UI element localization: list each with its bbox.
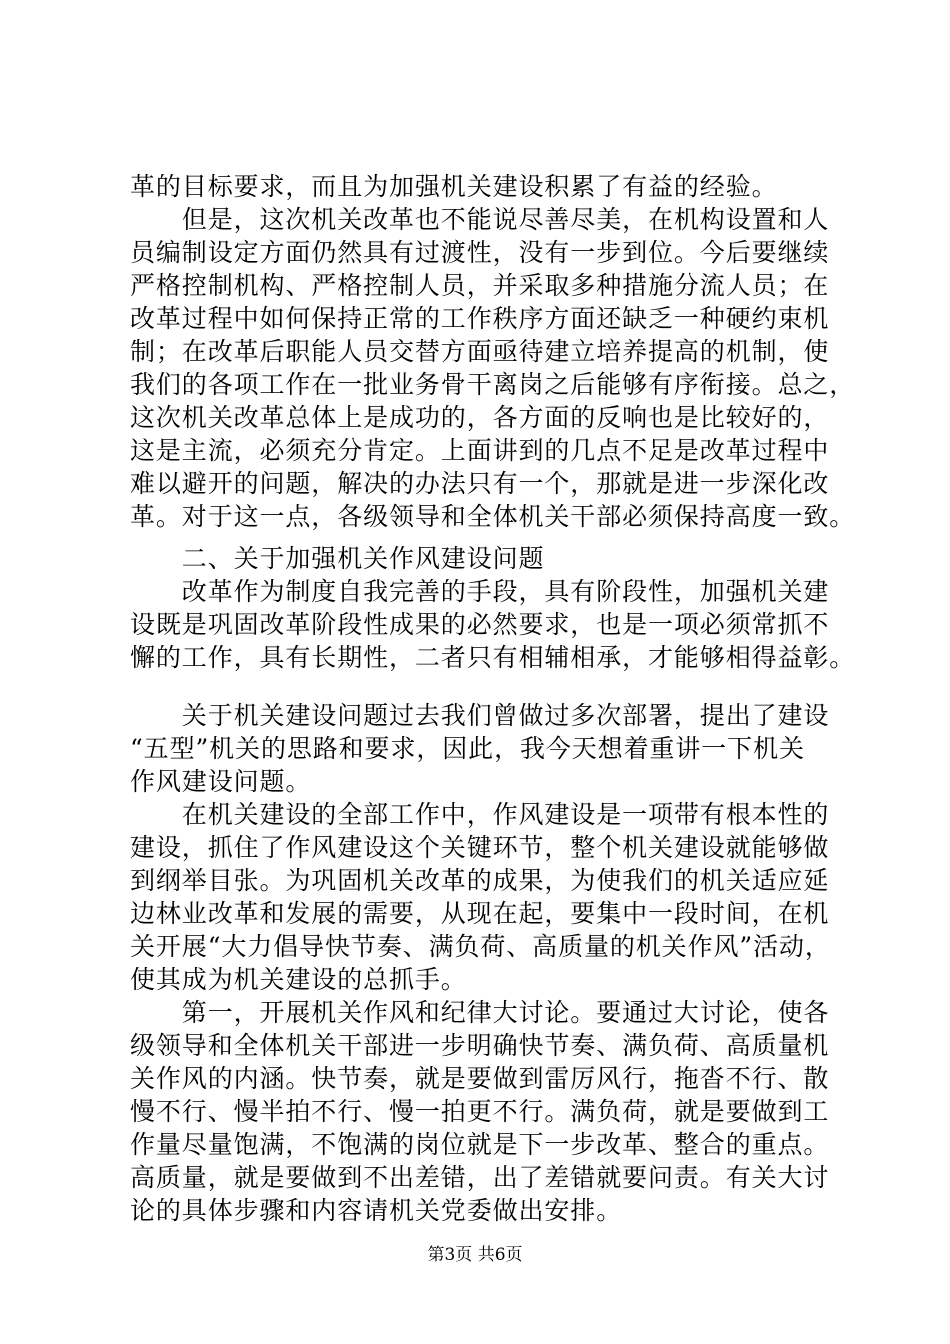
body-text-line: 难以避开的问题，解决的办法只有一个，那就是进一步深化改: [130, 469, 830, 498]
page-number-footer: 第3页 共6页: [427, 1245, 523, 1265]
body-text-line: 但是，这次机关改革也不能说尽善尽美，在机构设置和人: [130, 205, 830, 234]
body-text-line: 关开展“大力倡导快节奏、满负荷、高质量的机关作风”活动，: [130, 932, 831, 961]
body-text-line: 使其成为机关建设的总抓手。: [130, 965, 467, 994]
body-text-line: 革的目标要求，而且为加强机关建设积累了有益的经验。: [130, 172, 778, 201]
body-text-line: 这次机关改革总体上是成功的，各方面的反响也是比较好的，: [130, 403, 830, 432]
body-text-line: 第一，开展机关作风和纪律大讨论。要通过大讨论，使各: [130, 998, 830, 1027]
body-text-line: 边林业改革和发展的需要，从现在起，要集中一段时间，在机: [130, 899, 830, 928]
body-text-line: 级领导和全体机关干部进一步明确快节奏、满负荷、高质量机: [130, 1031, 830, 1060]
body-text-line: “五型”机关的思路和要求，因此，我今天想着重讲一下机关: [130, 734, 805, 763]
body-text-line: 这是主流，必须充分肯定。上面讲到的几点不足是改革过程中: [130, 436, 830, 465]
body-text-line: 设既是巩固改革阶段性成果的必然要求，也是一项必须常抓不: [130, 610, 830, 639]
body-text-line: 论的具体步骤和内容请机关党委做出安排。: [130, 1196, 623, 1225]
body-text-line: 懈的工作，具有长期性，二者只有相辅相承，才能够相得益彰。: [130, 643, 856, 672]
body-text-line: 革。对于这一点，各级领导和全体机关干部必须保持高度一致。: [130, 502, 856, 531]
body-text-line: 改革作为制度自我完善的手段，具有阶段性，加强机关建: [130, 577, 830, 606]
body-text-line: 作风建设问题。: [130, 767, 312, 796]
body-text-line: 改革过程中如何保持正常的工作秩序方面还缺乏一种硬约束机: [130, 304, 830, 333]
body-text-line: 关于机关建设问题过去我们曾做过多次部署，提出了建设: [130, 701, 830, 730]
section-heading: 二、关于加强机关作风建设问题: [130, 544, 545, 573]
body-text-line: 建设，抓住了作风建设这个关键环节，整个机关建设就能够做: [130, 833, 830, 862]
body-text-line: 慢不行、慢半拍不行、慢一拍更不行。满负荷，就是要做到工: [130, 1097, 830, 1126]
body-text-line: 关作风的内涵。快节奏，就是要做到雷厉风行，拖沓不行、散: [130, 1064, 830, 1093]
body-text-line: 到纲举目张。为巩固机关改革的成果，为使我们的机关适应延: [130, 866, 830, 895]
body-text-line: 员编制设定方面仍然具有过渡性，没有一步到位。今后要继续: [130, 238, 830, 267]
body-text-line: 制；在改革后职能人员交替方面亟待建立培养提高的机制，使: [130, 337, 830, 366]
body-text-line: 在机关建设的全部工作中，作风建设是一项带有根本性的: [130, 800, 830, 829]
body-text-line: 我们的各项工作在一批业务骨干离岗之后能够有序衔接。总之，: [130, 370, 856, 399]
body-text-line: 高质量，就是要做到不出差错，出了差错就要问责。有关大讨: [130, 1163, 830, 1192]
body-text-line: 作量尽量饱满，不饱满的岗位就是下一步改革、整合的重点。: [130, 1130, 830, 1159]
body-text-line: 严格控制机构、严格控制人员，并采取多种措施分流人员；在: [130, 271, 830, 300]
